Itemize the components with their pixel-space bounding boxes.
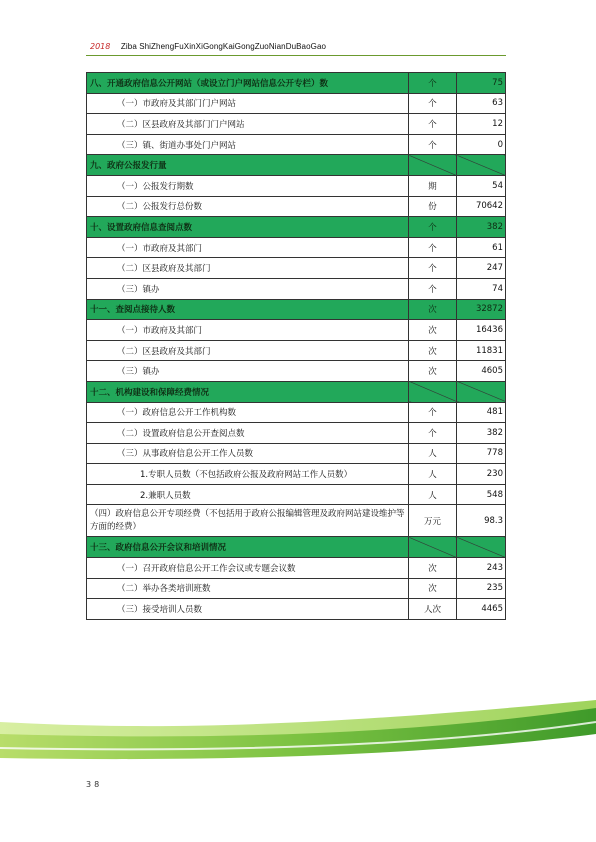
table-row [87,443,506,464]
row-label: （四）政府信息公开专项经费（不包括用于政府公报编辑管理及政府网站建设维护等方面的经费） [87,505,409,537]
row-value: 63 [457,93,506,114]
running-header [90,42,326,51]
row-value [457,155,506,176]
row-label: 九、政府公报发行量 [87,155,409,176]
table-row [87,558,506,579]
row-unit: 人 [409,484,457,505]
row-label: （一）召开政府信息公开工作会议或专题会议数 [87,558,409,579]
row-unit: 期 [409,175,457,196]
row-unit: 份 [409,196,457,217]
row-label: （三）接受培训人员数 [87,599,409,620]
row-label: （三）镇、街道办事处门户网站 [87,134,409,155]
row-value: 75 [457,73,506,94]
statistics-table [86,72,506,620]
row-label: （三）从事政府信息公开工作人员数 [87,443,409,464]
row-value: 11831 [457,340,506,361]
row-label: （一）市政府及其部门门户网站 [87,93,409,114]
row-label: （一）政府信息公开工作机构数 [87,402,409,423]
row-label: 八、开通政府信息公开网站（或设立门户网站信息公开专栏）数 [87,73,409,94]
row-unit: 个 [409,258,457,279]
row-label: （二）设置政府信息公开查阅点数 [87,423,409,444]
row-unit: 次 [409,320,457,341]
row-unit: 人 [409,443,457,464]
header-rule [86,55,506,56]
row-unit: 次 [409,299,457,320]
page-number: 38 [86,780,103,789]
row-value: 382 [457,423,506,444]
row-unit: 个 [409,134,457,155]
table-row [87,114,506,135]
row-label: 2.兼职人员数 [87,484,409,505]
row-unit: 个 [409,423,457,444]
table-row [87,278,506,299]
row-unit: 个 [409,93,457,114]
table-row [87,134,506,155]
row-unit: 次 [409,340,457,361]
row-value: 382 [457,217,506,238]
table-row [87,175,506,196]
header-title: Ziba ShiZhengFuXinXiGongKaiGongZuoNianDuBaoGao [120,42,327,51]
row-value: 4605 [457,361,506,382]
row-unit [409,537,457,558]
header-year: 2018 [90,42,111,51]
table-row [87,320,506,341]
row-unit: 人次 [409,599,457,620]
green-wave-footer [0,700,596,842]
table-row [87,196,506,217]
table-row [87,484,506,505]
row-label: （一）公报发行期数 [87,175,409,196]
table-row [87,340,506,361]
table-row [87,505,506,537]
row-label: 十三、政府信息公开会议和培训情况 [87,537,409,558]
row-unit: 万元 [409,505,457,537]
row-unit: 个 [409,73,457,94]
table-row [87,381,506,402]
row-unit: 次 [409,361,457,382]
table-row [87,423,506,444]
row-label: （二）区县政府及其部门 [87,258,409,279]
row-value: 243 [457,558,506,579]
row-label: （三）镇办 [87,278,409,299]
table-row [87,599,506,620]
row-value: 778 [457,443,506,464]
row-unit: 人 [409,464,457,485]
row-label: （二）举办各类培训班数 [87,578,409,599]
table-row [87,217,506,238]
row-label: （二）区县政府及其部门门户网站 [87,114,409,135]
row-label: （三）镇办 [87,361,409,382]
row-unit: 个 [409,237,457,258]
row-label: （二）公报发行总份数 [87,196,409,217]
table-row [87,578,506,599]
row-value: 16436 [457,320,506,341]
row-value: 70642 [457,196,506,217]
table-row [87,464,506,485]
row-unit [409,155,457,176]
row-value: 54 [457,175,506,196]
table-row [87,402,506,423]
row-value: 0 [457,134,506,155]
row-label: （一）市政府及其部门 [87,237,409,258]
row-value: 548 [457,484,506,505]
row-value: 74 [457,278,506,299]
row-label: 1.专职人员数（不包括政府公报及政府网站工作人员数） [87,464,409,485]
row-value [457,537,506,558]
table-row [87,361,506,382]
row-label: 十一、查阅点接待人数 [87,299,409,320]
row-value: 230 [457,464,506,485]
row-unit: 个 [409,217,457,238]
table-row [87,258,506,279]
table-row [87,237,506,258]
row-unit: 个 [409,402,457,423]
row-value [457,381,506,402]
table-row [87,299,506,320]
row-label: （一）市政府及其部门 [87,320,409,341]
row-unit: 个 [409,114,457,135]
row-value: 235 [457,578,506,599]
row-label: （二）区县政府及其部门 [87,340,409,361]
row-unit: 个 [409,278,457,299]
table-row [87,155,506,176]
row-label: 十二、机构建设和保障经费情况 [87,381,409,402]
row-value: 12 [457,114,506,135]
row-value: 247 [457,258,506,279]
row-value: 98.3 [457,505,506,537]
row-value: 4465 [457,599,506,620]
row-unit: 次 [409,578,457,599]
row-value: 481 [457,402,506,423]
row-unit [409,381,457,402]
row-unit: 次 [409,558,457,579]
row-value: 61 [457,237,506,258]
table-row [87,537,506,558]
row-label: 十、设置政府信息查阅点数 [87,217,409,238]
table-row [87,73,506,94]
row-value: 32872 [457,299,506,320]
table-row [87,93,506,114]
